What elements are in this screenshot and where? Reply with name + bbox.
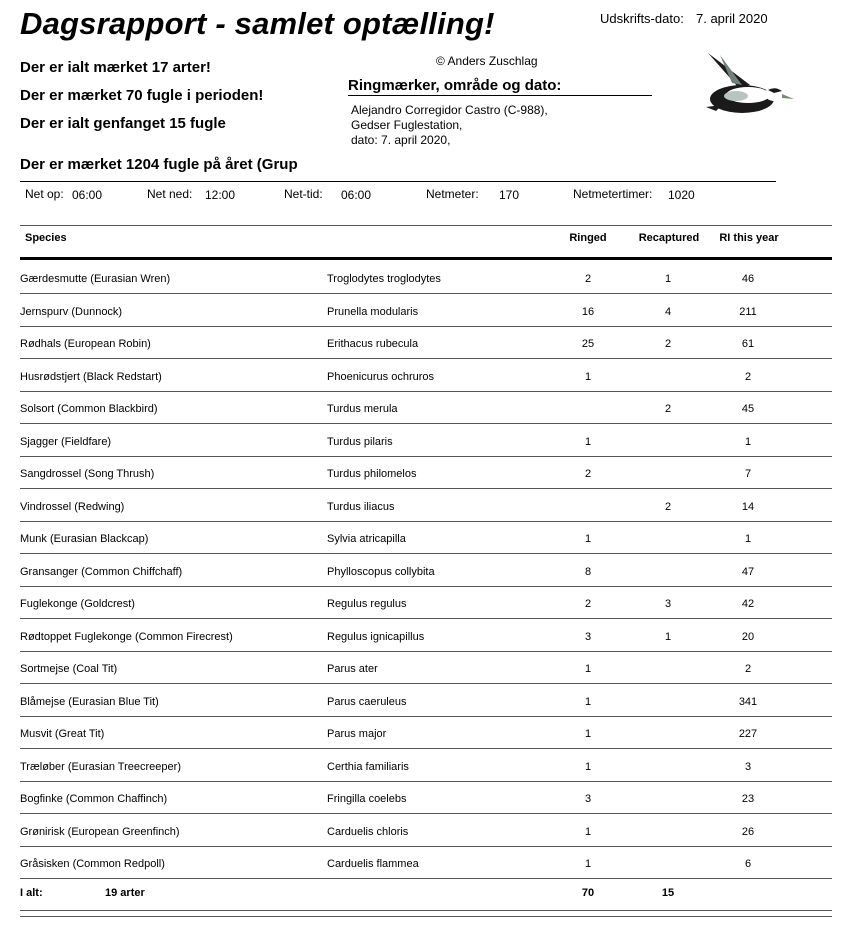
net-down-label: Net ned: <box>147 187 193 201</box>
year-count: 7 <box>744 468 752 480</box>
table-row <box>0 425 861 457</box>
year-count: 20 <box>741 630 755 643</box>
table-row <box>0 847 861 879</box>
ringer-divider <box>348 95 652 96</box>
ringed-count: 1 <box>584 663 592 675</box>
species-name: Munk (Eurasian Blackcap) <box>20 533 149 545</box>
latin-name: Parus ater <box>327 663 378 675</box>
year-count: 227 <box>738 728 758 740</box>
ringed-count: 1 <box>584 370 592 383</box>
net-time-value: 06:00 <box>341 188 372 202</box>
net-meter-label: Netmeter: <box>426 187 479 201</box>
ringed-count: 25 <box>581 338 595 350</box>
latin-name: Regulus ignicapillus <box>327 630 425 643</box>
net-hours-label: Netmetertimer: <box>573 187 653 201</box>
latin-name: Carduelis chloris <box>327 825 409 838</box>
table-row <box>0 327 861 359</box>
recaptured-count: 3 <box>664 598 672 610</box>
recaptured-count: 2 <box>664 403 672 415</box>
year-count: 211 <box>739 305 757 318</box>
summary-species-marked: Der er ialt mærket 17 arter! <box>20 59 211 76</box>
year-count: 2 <box>744 663 752 675</box>
header-rule <box>20 257 832 260</box>
totals-recaptured: 15 <box>661 887 675 899</box>
totals-ringed: 70 <box>581 887 595 899</box>
table-row <box>0 587 861 619</box>
ringer-date: dato: 7. april 2020, <box>351 133 451 147</box>
species-name: Gransanger (Common Chiffchaff) <box>20 565 183 578</box>
recaptured-count: 1 <box>664 630 672 643</box>
ringed-count: 1 <box>584 695 592 708</box>
species-name: Rødtoppet Fuglekonge (Common Firecrest) <box>20 630 233 643</box>
species-name: Musvit (Great Tit) <box>20 728 105 740</box>
year-count: 23 <box>741 793 755 805</box>
latin-name: Certhia familiaris <box>327 760 409 773</box>
eider-duck-icon <box>698 49 798 125</box>
table-row <box>0 555 861 587</box>
net-time-label: Net-tid: <box>284 187 323 201</box>
year-count: 26 <box>741 825 755 838</box>
totals-species: 19 arter <box>105 887 145 899</box>
recaptured-count: 1 <box>664 273 672 285</box>
ringed-count: 16 <box>581 305 595 318</box>
latin-name: Parus major <box>327 728 387 740</box>
latin-name: Erithacus rubecula <box>327 338 419 350</box>
latin-name: Turdus iliacus <box>327 500 395 513</box>
year-count: 47 <box>741 565 755 578</box>
latin-name: Phylloscopus collybita <box>327 565 435 578</box>
species-name: Sangdrossel (Song Thrush) <box>20 468 155 480</box>
table-row <box>0 360 861 392</box>
table-row <box>0 295 861 327</box>
ringed-count: 1 <box>584 858 592 870</box>
species-name: Sortmejse (Coal Tit) <box>20 663 118 675</box>
ringed-count: 1 <box>584 825 592 838</box>
column-header-year: RI this year <box>719 232 779 244</box>
latin-name: Turdus merula <box>327 403 398 415</box>
totals-label: I alt: <box>20 887 43 899</box>
table-row <box>0 717 861 749</box>
ringed-count: 1 <box>584 533 592 545</box>
print-date-label: Udskrifts-dato: <box>600 11 684 26</box>
report-title: Dagsrapport - samlet optælling! <box>20 6 495 41</box>
copyright: © Anders Zuschlag <box>436 54 538 68</box>
table-row <box>0 685 861 717</box>
latin-name: Turdus philomelos <box>327 468 417 480</box>
latin-name: Phoenicurus ochruros <box>327 370 435 383</box>
species-name: Husrødstjert (Black Redstart) <box>20 370 162 383</box>
species-name: Jernspurv (Dunnock) <box>20 305 123 318</box>
table-row <box>0 815 861 847</box>
year-count: 2 <box>744 370 752 383</box>
table-row <box>0 262 861 294</box>
recaptured-count: 2 <box>664 500 672 513</box>
year-count: 1 <box>744 533 752 545</box>
year-count: 1 <box>744 435 752 448</box>
species-name: Gærdesmutte (Eurasian Wren) <box>20 273 171 285</box>
ringer-station: Gedser Fuglestation, <box>351 118 463 132</box>
table-row <box>0 392 861 424</box>
species-name: Bogfinke (Common Chaffinch) <box>20 793 168 805</box>
divider-net <box>20 225 832 226</box>
year-count: 45 <box>741 403 755 415</box>
recaptured-count: 4 <box>664 305 672 318</box>
year-count: 42 <box>741 598 755 610</box>
ringed-count: 3 <box>584 793 592 805</box>
table-row <box>0 490 861 522</box>
ringed-count: 2 <box>584 468 592 480</box>
year-count: 61 <box>741 338 755 350</box>
column-header-ringed: Ringed <box>569 232 607 244</box>
species-name: Rødhals (European Robin) <box>20 338 151 350</box>
year-count: 46 <box>741 273 755 285</box>
species-name: Grønirisk (European Greenfinch) <box>20 825 180 838</box>
row-divider <box>20 878 832 879</box>
latin-name: Regulus regulus <box>327 598 407 610</box>
ringed-count: 8 <box>584 565 592 578</box>
recaptured-count: 2 <box>664 338 672 350</box>
footer-rule-2 <box>20 916 832 917</box>
species-name: Blåmejse (Eurasian Blue Tit) <box>20 695 159 708</box>
latin-name: Troglodytes troglodytes <box>327 273 441 285</box>
latin-name: Fringilla coelebs <box>327 793 407 805</box>
ringed-count: 2 <box>584 598 592 610</box>
year-count: 341 <box>738 695 758 708</box>
latin-name: Parus caeruleus <box>327 695 407 708</box>
table-row <box>0 457 861 489</box>
year-count: 14 <box>741 500 755 513</box>
summary-recaptured: Der er ialt genfanget 15 fugle <box>20 115 226 132</box>
year-count: 3 <box>744 760 752 773</box>
species-name: Solsort (Common Blackbird) <box>20 403 158 415</box>
table-row <box>0 782 861 814</box>
ringed-count: 1 <box>584 728 592 740</box>
summary-year-total: Der er mærket 1204 fugle på året (Grup <box>20 156 298 173</box>
ringed-count: 3 <box>584 630 592 643</box>
net-up-label: Net op: <box>25 187 64 201</box>
species-name: Træløber (Eurasian Treecreeper) <box>20 760 181 773</box>
latin-name: Sylvia atricapilla <box>327 533 406 545</box>
latin-name: Prunella modularis <box>327 305 419 318</box>
table-row <box>0 750 861 782</box>
ringer-heading: Ringmærker, område og dato: <box>348 77 562 94</box>
species-name: Sjagger (Fieldfare) <box>20 435 112 448</box>
footer-rule-1 <box>20 910 832 911</box>
summary-birds-marked: Der er mærket 70 fugle i perioden! <box>20 87 264 104</box>
column-header-recaptured: Recaptured <box>638 232 700 244</box>
ringed-count: 1 <box>584 760 592 773</box>
net-meter-value: 170 <box>499 188 520 202</box>
table-row <box>0 522 861 554</box>
ringed-count: 2 <box>584 273 592 285</box>
column-header-species: Species <box>25 232 67 244</box>
print-date: 7. april 2020 <box>696 11 768 26</box>
net-up-value: 06:00 <box>72 188 103 202</box>
species-name: Fuglekonge (Goldcrest) <box>20 598 135 610</box>
latin-name: Carduelis flammea <box>327 858 419 870</box>
table-row <box>0 652 861 684</box>
species-name: Gråsisken (Common Redpoll) <box>20 858 165 870</box>
latin-name: Turdus pilaris <box>327 435 393 448</box>
table-row <box>0 620 861 652</box>
net-down-value: 12:00 <box>205 188 236 202</box>
divider-top <box>20 181 776 182</box>
ringed-count: 1 <box>584 435 592 448</box>
species-name: Vindrossel (Redwing) <box>20 500 125 513</box>
year-count: 6 <box>744 858 752 870</box>
ringer-name: Alejandro Corregidor Castro (C-988), <box>351 103 548 117</box>
net-hours-value: 1020 <box>668 188 695 202</box>
